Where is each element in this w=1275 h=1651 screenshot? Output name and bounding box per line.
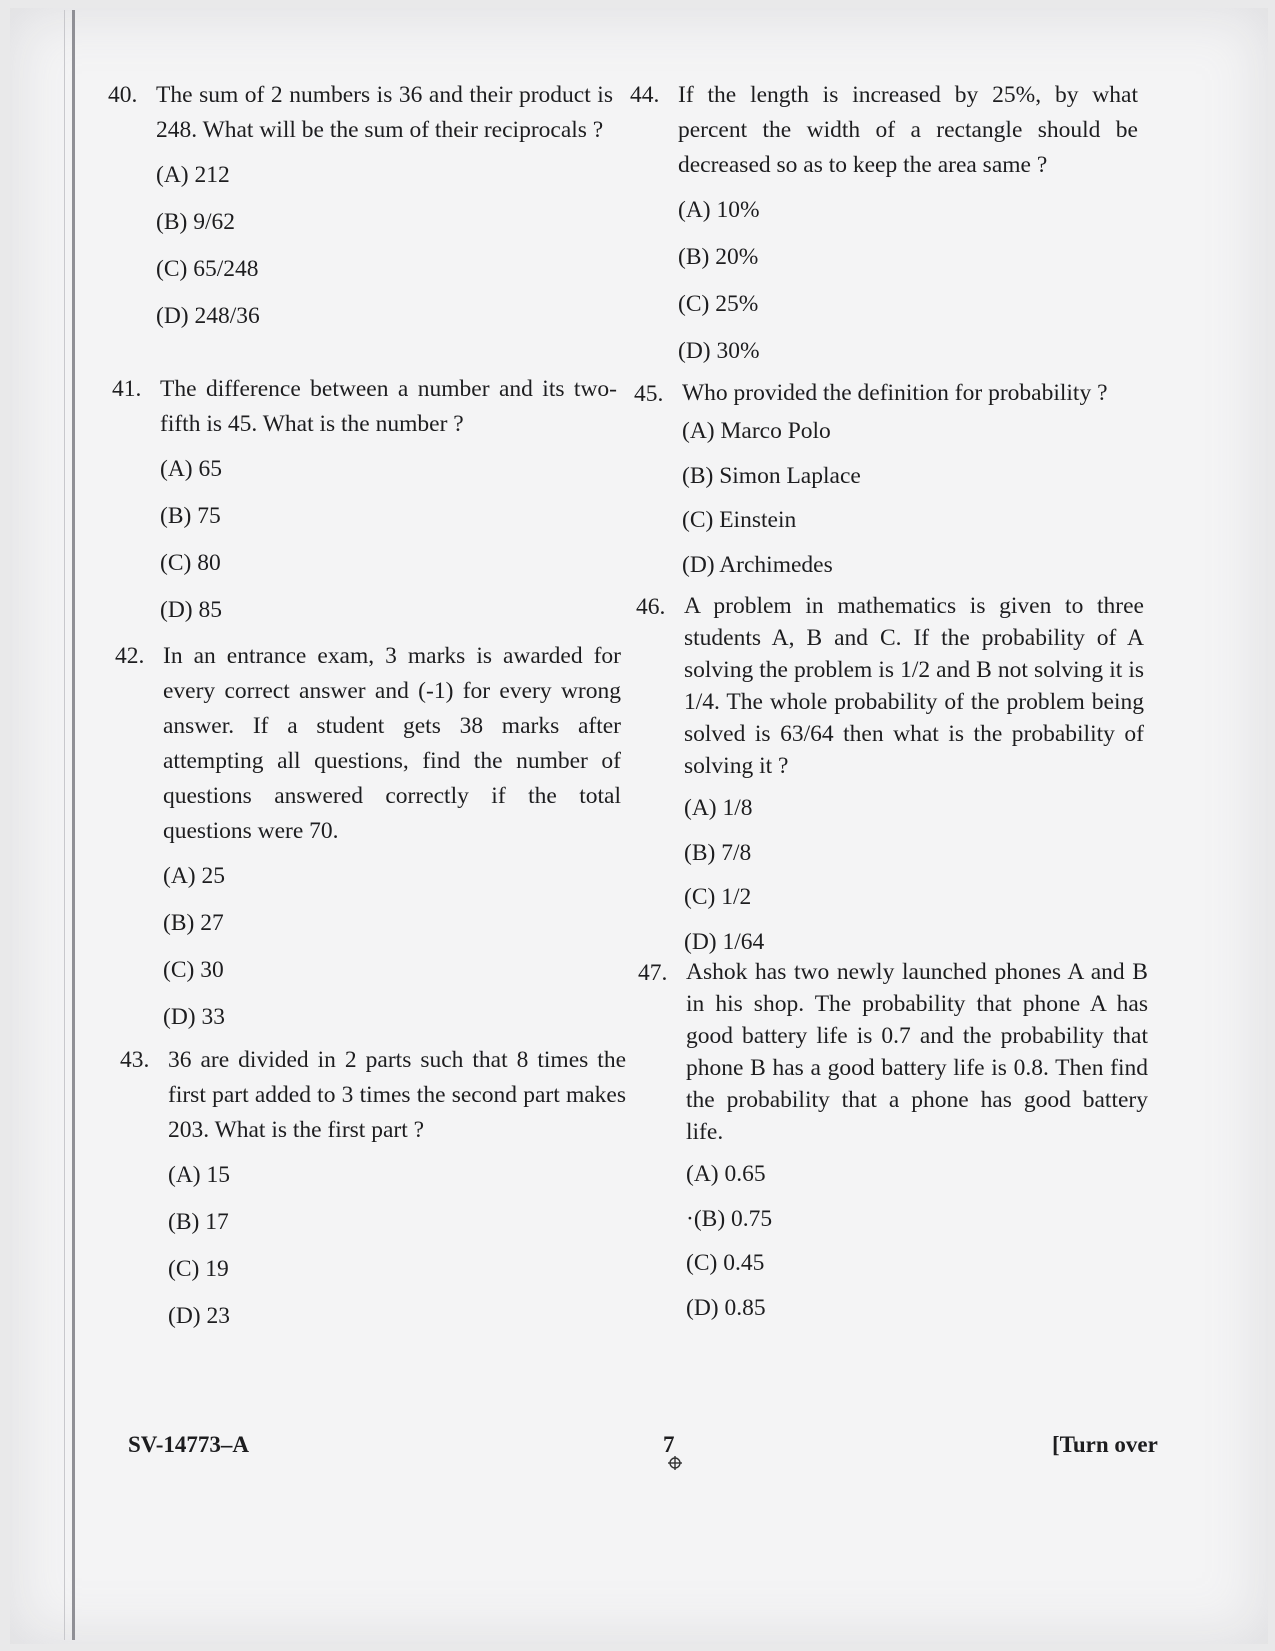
question-number: 46. <box>636 594 666 620</box>
option-c: (C) 30 <box>163 957 224 983</box>
page-number: 7 <box>663 1432 675 1457</box>
question-number: 42. <box>115 643 145 669</box>
question-text: The difference between a number and its two-fifth is 45. What is the number ? <box>160 376 617 437</box>
option-d: (D) Archimedes <box>682 551 833 578</box>
question-44 <box>630 78 1138 375</box>
option-c: (C) 65/248 <box>156 256 259 282</box>
option-a: (A) 65 <box>160 456 222 482</box>
binding-line <box>72 10 75 1640</box>
question-46 <box>636 590 1144 964</box>
question-text: The sum of 2 numbers is 36 and their product is 248. What will be the sum of their reciprocals ? <box>156 82 613 143</box>
option-b: ·(B) 0.75 <box>686 1205 773 1232</box>
option-d: (D) 30% <box>678 338 760 364</box>
registration-mark-icon <box>668 1456 682 1470</box>
question-number: 47. <box>638 960 668 986</box>
option-a: (A) 212 <box>156 162 230 188</box>
option-d: (D) 23 <box>168 1303 230 1329</box>
option-c: (C) 80 <box>160 550 221 576</box>
option-b: (B) 9/62 <box>156 209 235 235</box>
question-text: In an entrance exam, 3 marks is awarded for every correct answer and (-1) for every wrong answer. If a student gets 38 marks after attempting all questions, find the number of questions answered correctly if the total questions were 70. <box>163 643 621 844</box>
option-d: (D) 248/36 <box>156 303 260 329</box>
question-text: 36 are divided in 2 parts such that 8 times the first part added to 3 times the second part makes 203. What is the first part ? <box>168 1047 626 1143</box>
question-42 <box>115 639 621 1041</box>
question-number: 40. <box>108 82 138 108</box>
option-c: (C) 0.45 <box>686 1250 765 1276</box>
option-d: (D) 33 <box>163 1004 225 1030</box>
option-a: (A) 25 <box>163 863 225 889</box>
question-text: A problem in mathematics is given to three students A, B and C. If the probability of A solving the problem is 1/2 and B not solving it is 1/4. The whole probability of the problem being solved is 63/64 then what is the probability of solving it ? <box>684 593 1144 779</box>
question-41 <box>112 372 617 634</box>
option-c: (C) 1/2 <box>684 884 752 910</box>
binding-edge <box>64 10 65 1640</box>
option-d: (D) 85 <box>160 597 222 623</box>
question-number: 44. <box>630 82 660 108</box>
option-b: (B) 20% <box>678 244 759 270</box>
question-40 <box>108 78 613 340</box>
option-b: (B) Simon Laplace <box>682 462 861 489</box>
option-b: (B) 27 <box>163 910 224 936</box>
option-d: (D) 0.85 <box>686 1294 766 1321</box>
option-b: (B) 17 <box>168 1209 229 1235</box>
option-c: (C) 19 <box>168 1256 229 1282</box>
option-c: (C) Einstein <box>682 507 797 533</box>
question-43 <box>120 1043 626 1340</box>
question-text: If the length is increased by 25%, by what percent the width of a rectangle should be decreased so as to keep the area same ? <box>678 82 1138 178</box>
option-a: (A) 1/8 <box>684 795 753 821</box>
option-b: (B) 75 <box>160 503 221 529</box>
option-d: (D) 1/64 <box>684 928 765 955</box>
question-number: 45. <box>634 381 664 407</box>
question-text: Ashok has two newly launched phones A and B in his shop. The probability that phone A has good battery life is 0.7 and the probability that phone B has a good battery life is 0.8. Then find the probability that a phone has good battery life. <box>686 959 1148 1145</box>
option-a: (A) 0.65 <box>686 1161 766 1187</box>
question-47 <box>638 956 1148 1330</box>
question-number: 43. <box>120 1047 150 1073</box>
option-a: (A) 15 <box>168 1162 230 1188</box>
booklet-code: SV-14773–A <box>128 1432 249 1457</box>
option-c: (C) 25% <box>678 291 759 317</box>
question-45 <box>634 377 1142 587</box>
option-a: (A) Marco Polo <box>682 418 831 444</box>
option-b: (B) 7/8 <box>684 839 752 866</box>
turn-over-label: [Turn over <box>1052 1432 1158 1457</box>
question-text: Who provided the definition for probability ? <box>682 380 1108 406</box>
question-number: 41. <box>112 376 142 402</box>
option-a: (A) 10% <box>678 197 760 223</box>
